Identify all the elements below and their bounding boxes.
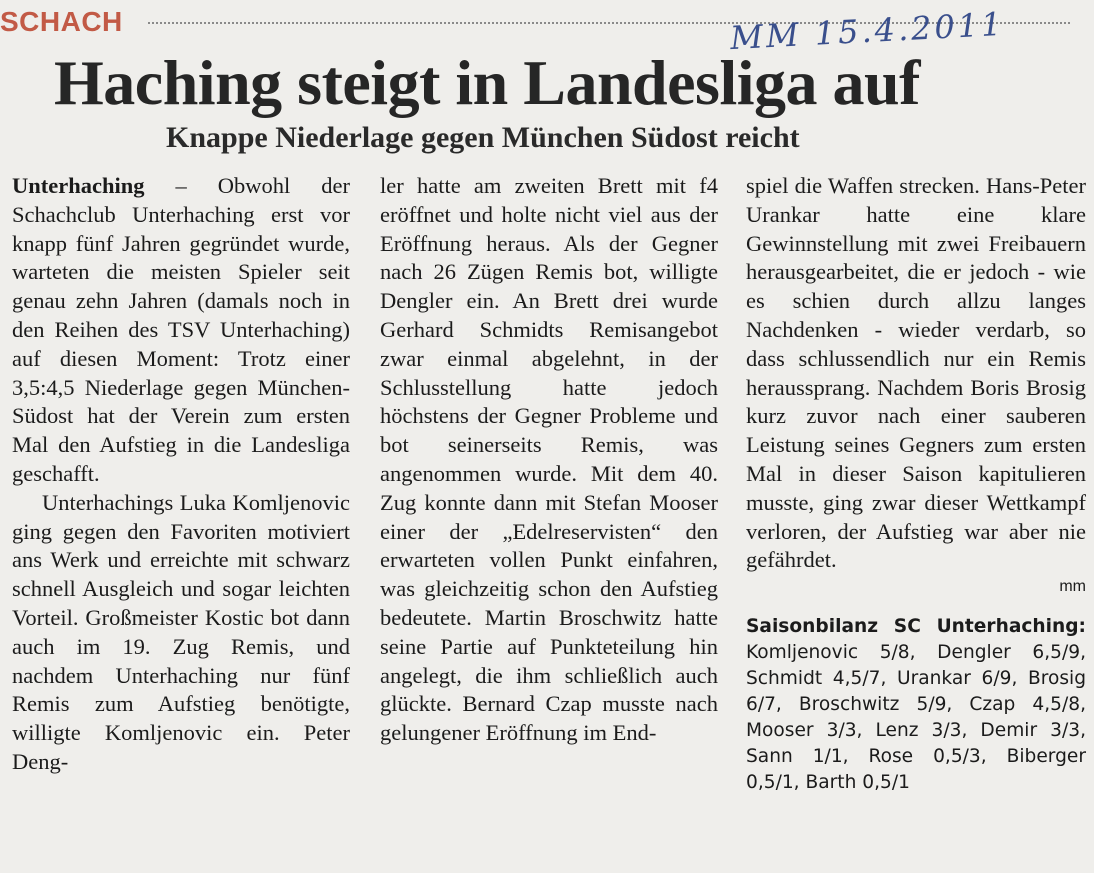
article-column-2	[380, 172, 718, 748]
article-paragraph-1	[12, 172, 350, 489]
article-paragraph-2-part-3: spiel die Waffen strecken. Hans-Peter Urankar hatte eine klare Gewinnstellung mit zwei Freibauern herausgearbeitet, die er jedoch - wie es schien durch allzu langes Nachdenken - wieder verdarb, so dass schlussendlich nur ein Remis heraussprang. Nachdem Boris Brosig kurz zuvor nach einer sauberen Leistung seines Gegners zum ersten Mal in dieser Saison kapitulieren musste, ging zwar dieser Wettkampf verloren, der Aufstieg war aber nie gefährdet.	[746, 173, 1086, 573]
paragraph-1-text: – Obwohl der Schachclub Unterhaching erst vor knapp fünf Jahren gegründet wurde, warteten die meisten Spieler seit genau zehn Jahren (damals noch in den Reihen des TSV Unterhaching) auf diesen Moment: Trotz einer 3,5:4,5 Niederlage gegen München-Südost hat der Verein zum ersten Mal den Aufstieg in die Landesliga geschafft.	[12, 173, 350, 486]
season-summary-text: Komljenovic 5/8, Dengler 6,5/9, Schmidt 4,5/7, Urankar 6/9, Brosig 6/7, Broschwitz 5/9, Czap 4,5/8, Mooser 3/3, Lenz 3/3, Demir 3/3, Sann 1/1, Rose 0,5/3, Biberger 0,5/1, Barth 0,5/1	[746, 641, 1086, 793]
subheadline: Knappe Niederlage gegen München Südost reicht	[166, 121, 800, 154]
section-label: SCHACH	[0, 6, 123, 37]
article-paragraph-2-part-1: Unterhachings Luka Komljenovic ging gegen den Favoriten motiviert ans Werk und erreichte mit schwarz schnell Ausgleich und sogar leichten Vorteil. Großmeister Kostic bot dann auch im 19. Zug Remis, und nachdem Unterhaching nur fünf Remis zum Aufstieg benötigte, willigte Komljenovic ein. Peter Deng-	[12, 489, 350, 774]
headline: Haching steigt in Landesliga auf	[54, 47, 920, 118]
season-summary-box	[746, 614, 1086, 796]
article-column-1	[12, 172, 350, 777]
dateline: Unterhaching	[12, 173, 145, 198]
article-paragraph-2-part-2: ler hatte am zweiten Brett mit f4 eröffnet und holte nicht viel aus der Eröffnung heraus. Als der Gegner nach 26 Zügen Remis bot, willigte Dengler ein. An Brett drei wurde Gerhard Schmidts Remisangebot zwar einmal abgelehnt, in der Schlusstellung hatte jedoch höchstens der Gegner Probleme und bot seinerseits Remis, was angenommen wurde. Mit dem 40. Zug konnte dann mit Stefan Mooser einer der „Edelreservisten“ den erwarteten vollen Punkt einfahren, was gleichzeitig schon den Aufstieg bedeutete. Martin Broschwitz hatte seine Partie auf Punkteteilung hin angelegt, die ihm schließlich auch glückte. Bernard Czap musste nach gelungener Eröffnung im End-	[380, 173, 718, 746]
handwritten-date-note: MM 15.4.2011	[729, 4, 1006, 58]
author-initials: mm	[1059, 578, 1086, 596]
article-column-3	[746, 172, 1086, 796]
season-summary-title: Saisonbilanz SC Unterhaching:	[746, 615, 1086, 637]
